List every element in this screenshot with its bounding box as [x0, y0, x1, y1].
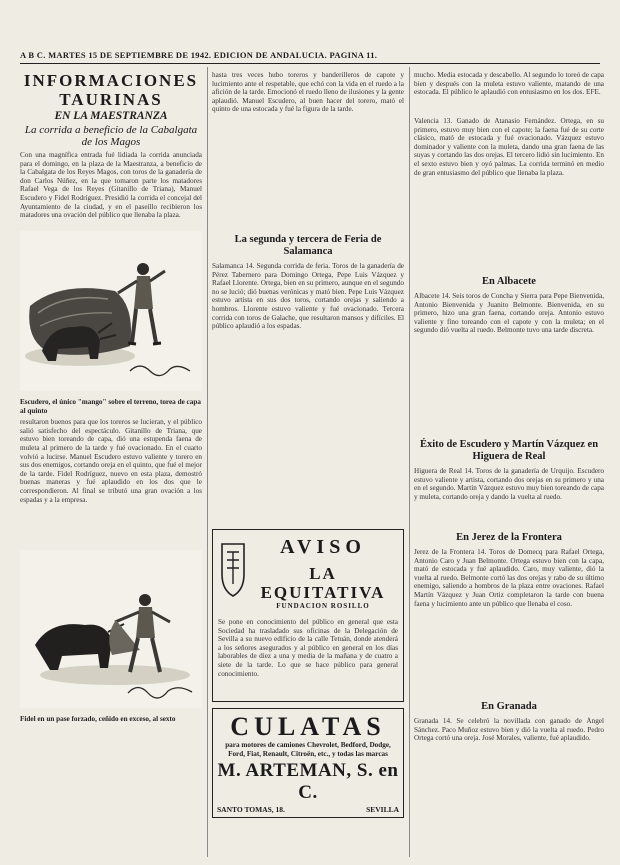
notice-subtitle: FUNDACION ROSILLO — [276, 602, 370, 610]
column-divider — [207, 67, 208, 857]
article-text: Valencia 13. Ganado de Atanasio Fernández. Ortega, en su primero, estuvo muy bien con el capote; la faena fué de su corte clásico, mató de estocada y fué ovacionado. Vázquez estuvo dominador y valiente con la muleta, dando una gran faena de las suyas y cortando las dos orejas. El tercero lidió sin lucimiento. En el sexto estuvo bien y oyó palmas. La corrida terminó en medio de gran entusiasmo del público que llenaba la plaza. — [414, 117, 604, 177]
photo-caption: Escudero, el único "mango" sobre el terreno, torea de capa al quinto — [20, 398, 201, 415]
running-head: A B C. MARTES 15 DE SEPTIEMBRE DE 1942. EDICION DE ANDALUCIA. PAGINA 11. — [20, 50, 378, 60]
ad-street: SANTO TOMAS, 18. — [217, 805, 285, 815]
article-heading: Éxito de Escudero y Martín Vázquez en Higuera de Real — [419, 439, 599, 462]
header-rule — [20, 63, 600, 64]
article-text: Albacete 14. Seis toros de Concha y Sierra para Pepe Bienvenida, Antonio Bienvenida y Juanito Belmonte. Bienvenida, en su primero, hizo una gran faena, cortando oreja. Antonio estuvo valiente y fino toreando con el capote y con la muleta; en el segundo dió vuelta al ruedo. Belmonte tuvo una tarde discreta. — [414, 292, 604, 335]
article-heading: En Albacete — [482, 276, 536, 287]
ad-city: SEVILLA — [366, 805, 399, 815]
article-heading: En Jerez de la Frontera — [456, 532, 562, 543]
ad-title: CULATAS — [230, 712, 386, 741]
column-divider — [409, 67, 410, 857]
article-text: hasta tres veces hubo toreros y banderilleros de capote y lucimiento ante el respetable, que echó con la vida en el ruedo a la afición de la tarde. Emocionó el ruedo lleno de ilusiones y la gente aplaudió. Manuel Escudero, al buen hacer del torero, mató el quinto de una estocada y fué la figura de la tarde. — [212, 71, 404, 114]
ad-text: para motores de camiones Chevrolet, Bedford, Dodge, Ford, Fiat, Renault, Citroën, etc., y todas las marcas — [225, 741, 391, 758]
photo-caption: Fidel en un pase forzado, ceñido en exceso, al sexto — [20, 715, 176, 724]
article-text: Jerez de la Frontera 14. Toros de Domecq para Rafael Ortega, Antonio Caro y Juan Belmonte. Ortega estuvo bien con la capa, mató de estocada y fué aplaudido. Caro, muy valiente, dió la vuelta al ruedo. Belmonte cortó las dos orejas y rabo de su último enemigo, saliendo a hombros de la plaza entre ovaciones. Rafael Martín Vázquez y Juan Ortiz completaron la tarde con buena faena y lucimiento ante un público que llenaba el coso. — [414, 548, 604, 608]
notice-title: AVISO — [280, 536, 366, 558]
article-heading: En Granada — [481, 701, 537, 712]
notice-text: Se pone en conocimiento del público en general que esta Sociedad ha trasladado sus oficinas de la Delegación de Sevilla a su nuevo edificio de la calle Tetuán, donde atenderá a los señores asegurados y al público en general en los días laborables de diez a una y media de la mañana y de cuatro a siete de la tarde. Lo que se hace público para general conocimiento. — [218, 618, 398, 678]
article-text: mucho. Media estocada y descabello. Al segundo lo toreó de capa bien y después con la muleta estuvo valiente, matando de una estocada. El público le aplaudió con entusiasmo en los dos. EFE. — [414, 71, 604, 97]
ad-address — [217, 805, 399, 814]
shield-icon — [219, 540, 247, 600]
column-2 — [212, 67, 404, 859]
notice-company: LA EQUITATIVA — [260, 564, 386, 602]
article-text: resultaron buenos para que los toreros se lucieran, y el público salió satisfecho del espectáculo. Gitanillo de Triana, que estuvo bien toreando de capa, dió una estupenda faena de muleta al primero de la tarde y fué ovacionado. En el cuarto volvió a lucirse. Manuel Escudero estuvo valiente y torero en sus dos enemigos, cortando oreja en el quinto, que fué el mejor de la tarde. Fidel Rodríguez, nuevo en esta plaza, demostró buenas maneras y fué aplaudido en los dos que le correspondieron. Al final se tributó una gran ovación a los espadas y a la empresa. — [20, 418, 202, 504]
notice-box — [212, 529, 404, 702]
article-text: Salamanca 14. Segunda corrida de feria. Toros de la ganadería de Pérez Tabernero para Domingo Ortega, Pepe Luis Vázquez y Rafael Llorente. Ortega, bien en su primero, aunque en el segundo no se lució; dió buenas verónicas y mató bien. Pepe Luis Vázquez estuvo artista en sus dos toros, cortando orejas y saliendo a hombros. Llorente estuvo valiente y fué ovacionado. Tercera corrida con toros de Galache, que resultaron mansos y difíciles. El público aplaudió a los espadas. — [212, 262, 404, 331]
column-1 — [20, 67, 202, 859]
section-subheading: EN LA MAESTRANZA — [54, 110, 168, 122]
article-text: Higuera de Real 14. Toros de la ganadería de Urquijo. Escudero estuvo valiente y artista, cortando dos orejas en su primero y una en el segundo. Martín Vázquez estuvo muy bien toreando de capa y muleta, cortando oreja y dando la vuelta al ruedo. — [414, 467, 604, 501]
bullfight-photo — [20, 550, 202, 713]
article-text: Con una magnífica entrada fué lidiada la corrida anunciada para el domingo, en la plaza de la Maestranza, a beneficio de la Cabalgata de los Reyes Magos, con toros de la ganadería de don Carlos Núñez, en la que tomaron parte los matadores Rafael Vega de los Reyes (Gitanillo de Triana), Manuel Escudero y Fidel Rodríguez. Presidió la corrida el concejal del Ayuntamiento de la ciudad, y en el paseíllo recibieron los matadores una ovación del público que llenaba la plaza. — [20, 151, 202, 220]
advertisement — [212, 708, 404, 818]
column-3 — [414, 67, 604, 859]
bullfight-photo — [20, 231, 202, 396]
article-title: La segunda y tercera de Feria de Salamanca — [234, 234, 382, 257]
section-heading: INFORMACIONES TAURINAS — [23, 71, 199, 109]
ad-company: M. ARTEMAN, S. en C. — [217, 760, 399, 804]
article-text: Granada 14. Se celebró la novillada con ganado de Ángel Sánchez. Paco Muñoz estuvo bien y dió la vuelta al ruedo. Pedro Ortega cortó una oreja. José Morales, valiente, fué aplaudido. — [414, 717, 604, 743]
article-title: La corrida a beneficio de la Cabalgata de los Magos — [24, 124, 198, 148]
